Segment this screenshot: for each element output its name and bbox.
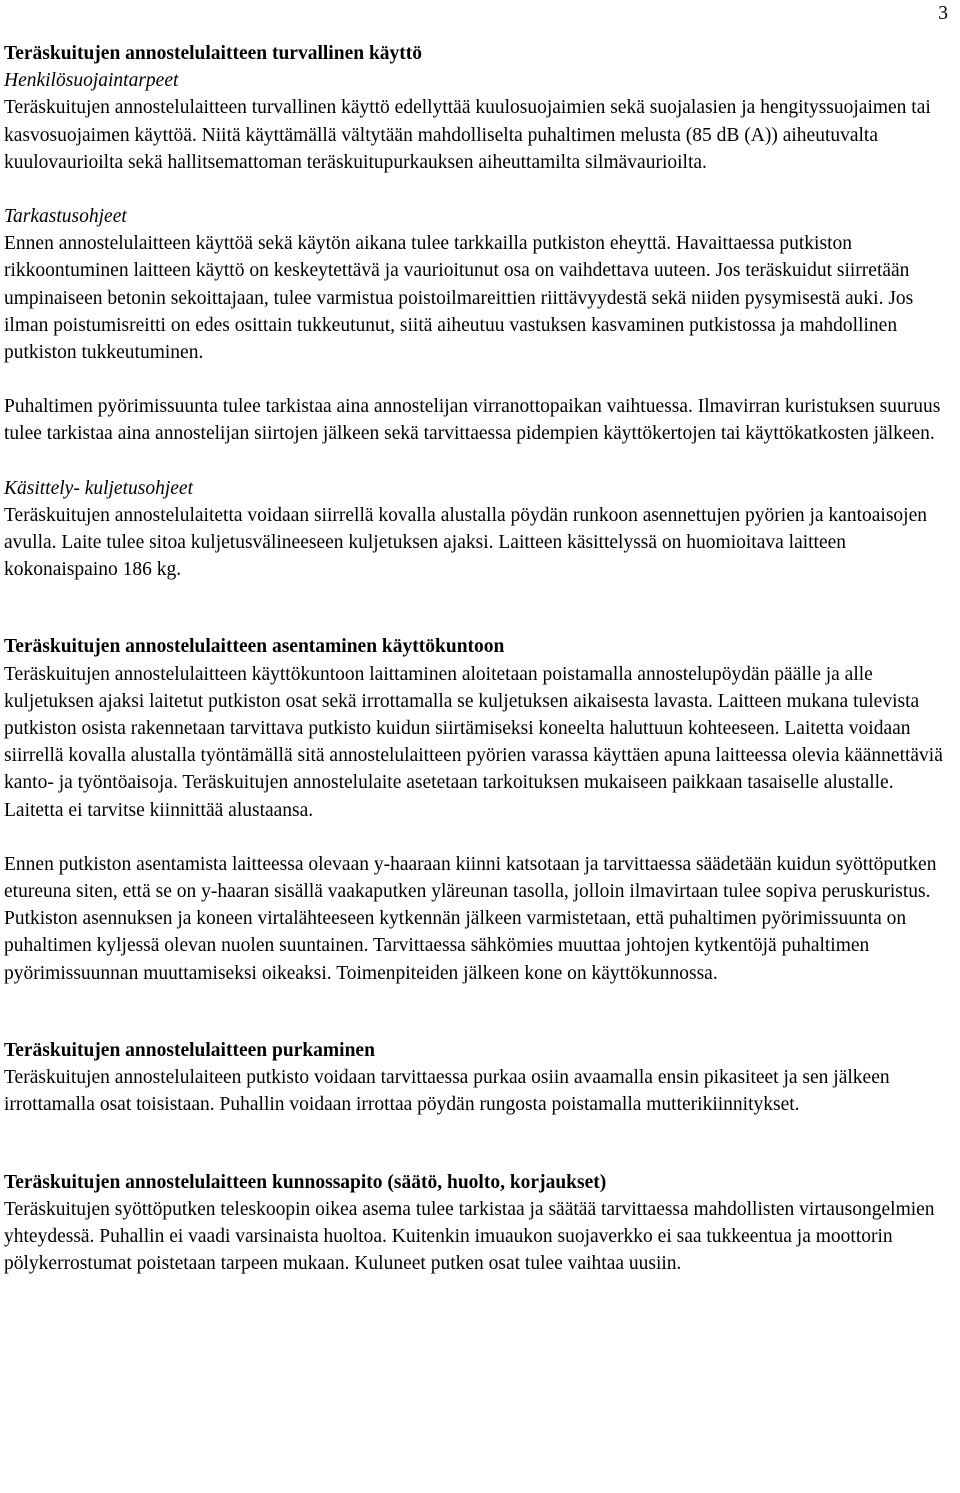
heading-maintenance: Teräskuitujen annostelulaitteen kunnossapito (säätö, huolto, korjaukset) — [4, 1171, 607, 1193]
spacer — [4, 1119, 948, 1169]
subheading-handling-transport: Käsittely- kuljetusohjeet — [4, 477, 193, 499]
subheading-inspection: Tarkastusohjeet — [4, 206, 127, 228]
section-dismantling — [4, 1037, 948, 1119]
paragraph-installation-1: Teräskuitujen annostelulaitteen käyttökuntoon laittaminen aloitetaan poistamalla annostelupöydän päälle ja alle kuljetuksen ajaksi laitetut putkiston osat sekä irrottamalla se kuljetuksen aikaisesta lavasta. Laitteen mukana tulevista putkiston osista rakennetaan tarvittava putkisto kuidun siirtämiseksi koneelta haluttuun kohteeseen. Laitetta voidaan siirrellä kovalla alustalla työntämällä sitä annostelulaitteen pyörien varassa käyttäen apuna laitteessa olevia käännettäviä kanto- ja työntöaisoja. Teräskuitujen annostelulaite asetetaan tarkoituksen mukaiseen paikkaan tasaiselle alustalle. Laitetta ei tarvitse kiinnittää alustaansa. — [4, 663, 943, 821]
section-safe-use — [4, 40, 948, 583]
paragraph-installation-2: Ennen putkiston asentamista laitteessa olevaan y-haaraan kiinni katsotaan ja tarvittaessa säädetään kuidun syöttöputken etureuna siten, että se on y-haaran sisällä vaakaputken yläreunan tasolla, jolloin ilmavirtaan tulee sopiva peruskuristus. Putkiston asennuksen ja koneen virtalähteeseen kytkennän jälkeen varmistetaan, että puhaltimen pyörimissuunta on puhaltimen kyljessä olevan nuolen suuntainen. Tarvittaessa sähkömies muuttaa johtojen kytkentöjä puhaltimen pyörimissuunnan muuttamiseksi oikeaksi. Toimenpiteiden jälkeen kone on käyttökunnossa. — [4, 853, 937, 984]
spacer — [4, 824, 948, 851]
spacer — [4, 987, 948, 1037]
heading-dismantling: Teräskuitujen annostelulaitteen purkaminen — [4, 1039, 375, 1061]
paragraph-protective-equipment: Teräskuitujen annostelulaitteen turvallinen käyttö edellyttää kuulosuojaimien sekä suojalasien ja hengityssuojaimen tai kasvosuojaimen käyttöä. Niitä käyttämällä vältytään mahdolliselta puhaltimen melusta (85 dB (A)) aiheutuvalta kuulovaurioilta sekä hallitsemattoman teräskuitupurkauksen aiheuttamilta silmävaurioilta. — [4, 97, 931, 173]
section-maintenance — [4, 1169, 948, 1278]
paragraph-handling-transport: Teräskuitujen annostelulaitetta voidaan siirrellä kovalla alustalla pöydän runkoon asennettujen pyörien ja kantoaisojen avulla. Laite tulee sitoa kuljetusvälineeseen kuljetuksen ajaksi. Laitteen käsittelyssä on huomioitava laitteen kokonaispaino 186 kg. — [4, 504, 927, 581]
paragraph-inspection: Ennen annostelulaitteen käyttöä sekä käytön aikana tulee tarkkailla putkiston eheyttä. Havaittaessa putkiston rikkoontuminen laitteen käyttö on keskeytettävä ja vaurioitunut osa on vaihdettava uuteen. Jos teräskuidut siirretään umpinaiseen betonin sekoittajaan, tulee varmistua poistoilmareittien riittävyydestä sekä niiden pysymisestä auki. Jos ilman poistumisreitti on edes osittain tukkeutunut, siitä aiheutuu vastuksen kasvaminen putkistossa ja mahdollinen putkiston tukkeutuminen. — [4, 233, 914, 364]
section-installation — [4, 633, 948, 986]
spacer — [4, 176, 948, 203]
spacer — [4, 366, 948, 393]
heading-safe-use: Teräskuitujen annostelulaitteen turvallinen käyttö — [4, 43, 423, 64]
paragraph-maintenance: Teräskuitujen syöttöputken teleskoopin oikea asema tulee tarkistaa ja säätää tarvittaessa mahdollisten virtausongelmien yhteydessä. Puhallin ei vaadi varsinaista huoltoa. Kuitenkin imuaukon suojaverkko ei saa tukkeentua ja moottorin pölykerrostumat poistetaan tarpeen mukaan. Kuluneet putken osat tulee vaihtaa uusiin. — [4, 1198, 935, 1275]
page-number: 3 — [938, 3, 948, 24]
spacer — [4, 583, 948, 633]
heading-installation: Teräskuitujen annostelulaitteen asentaminen käyttökuntoon — [4, 636, 505, 658]
paragraph-dismantling: Teräskuitujen annostelulaiteen putkisto voidaan tarvittaessa purkaa osiin avaamalla ensin pikasiteet ja sen jälkeen irrottamalla osat toisistaan. Puhallin voidaan irrottaa pöydän rungosta poistamalla mutterikiinnitykset. — [4, 1067, 890, 1116]
subheading-protective-equipment: Henkilösuojaintarpeet — [4, 70, 179, 92]
paragraph-fan-direction: Puhaltimen pyörimissuunta tulee tarkistaa aina annostelijan virranottopaikan vaihtuessa. Ilmavirran kuristuksen suuruus tulee tarkistaa aina annostelijan siirtojen jälkeen sekä tarvittaessa pidempien käyttökertojen tai käyttökatkosten jälkeen. — [4, 396, 941, 445]
spacer — [4, 448, 948, 475]
